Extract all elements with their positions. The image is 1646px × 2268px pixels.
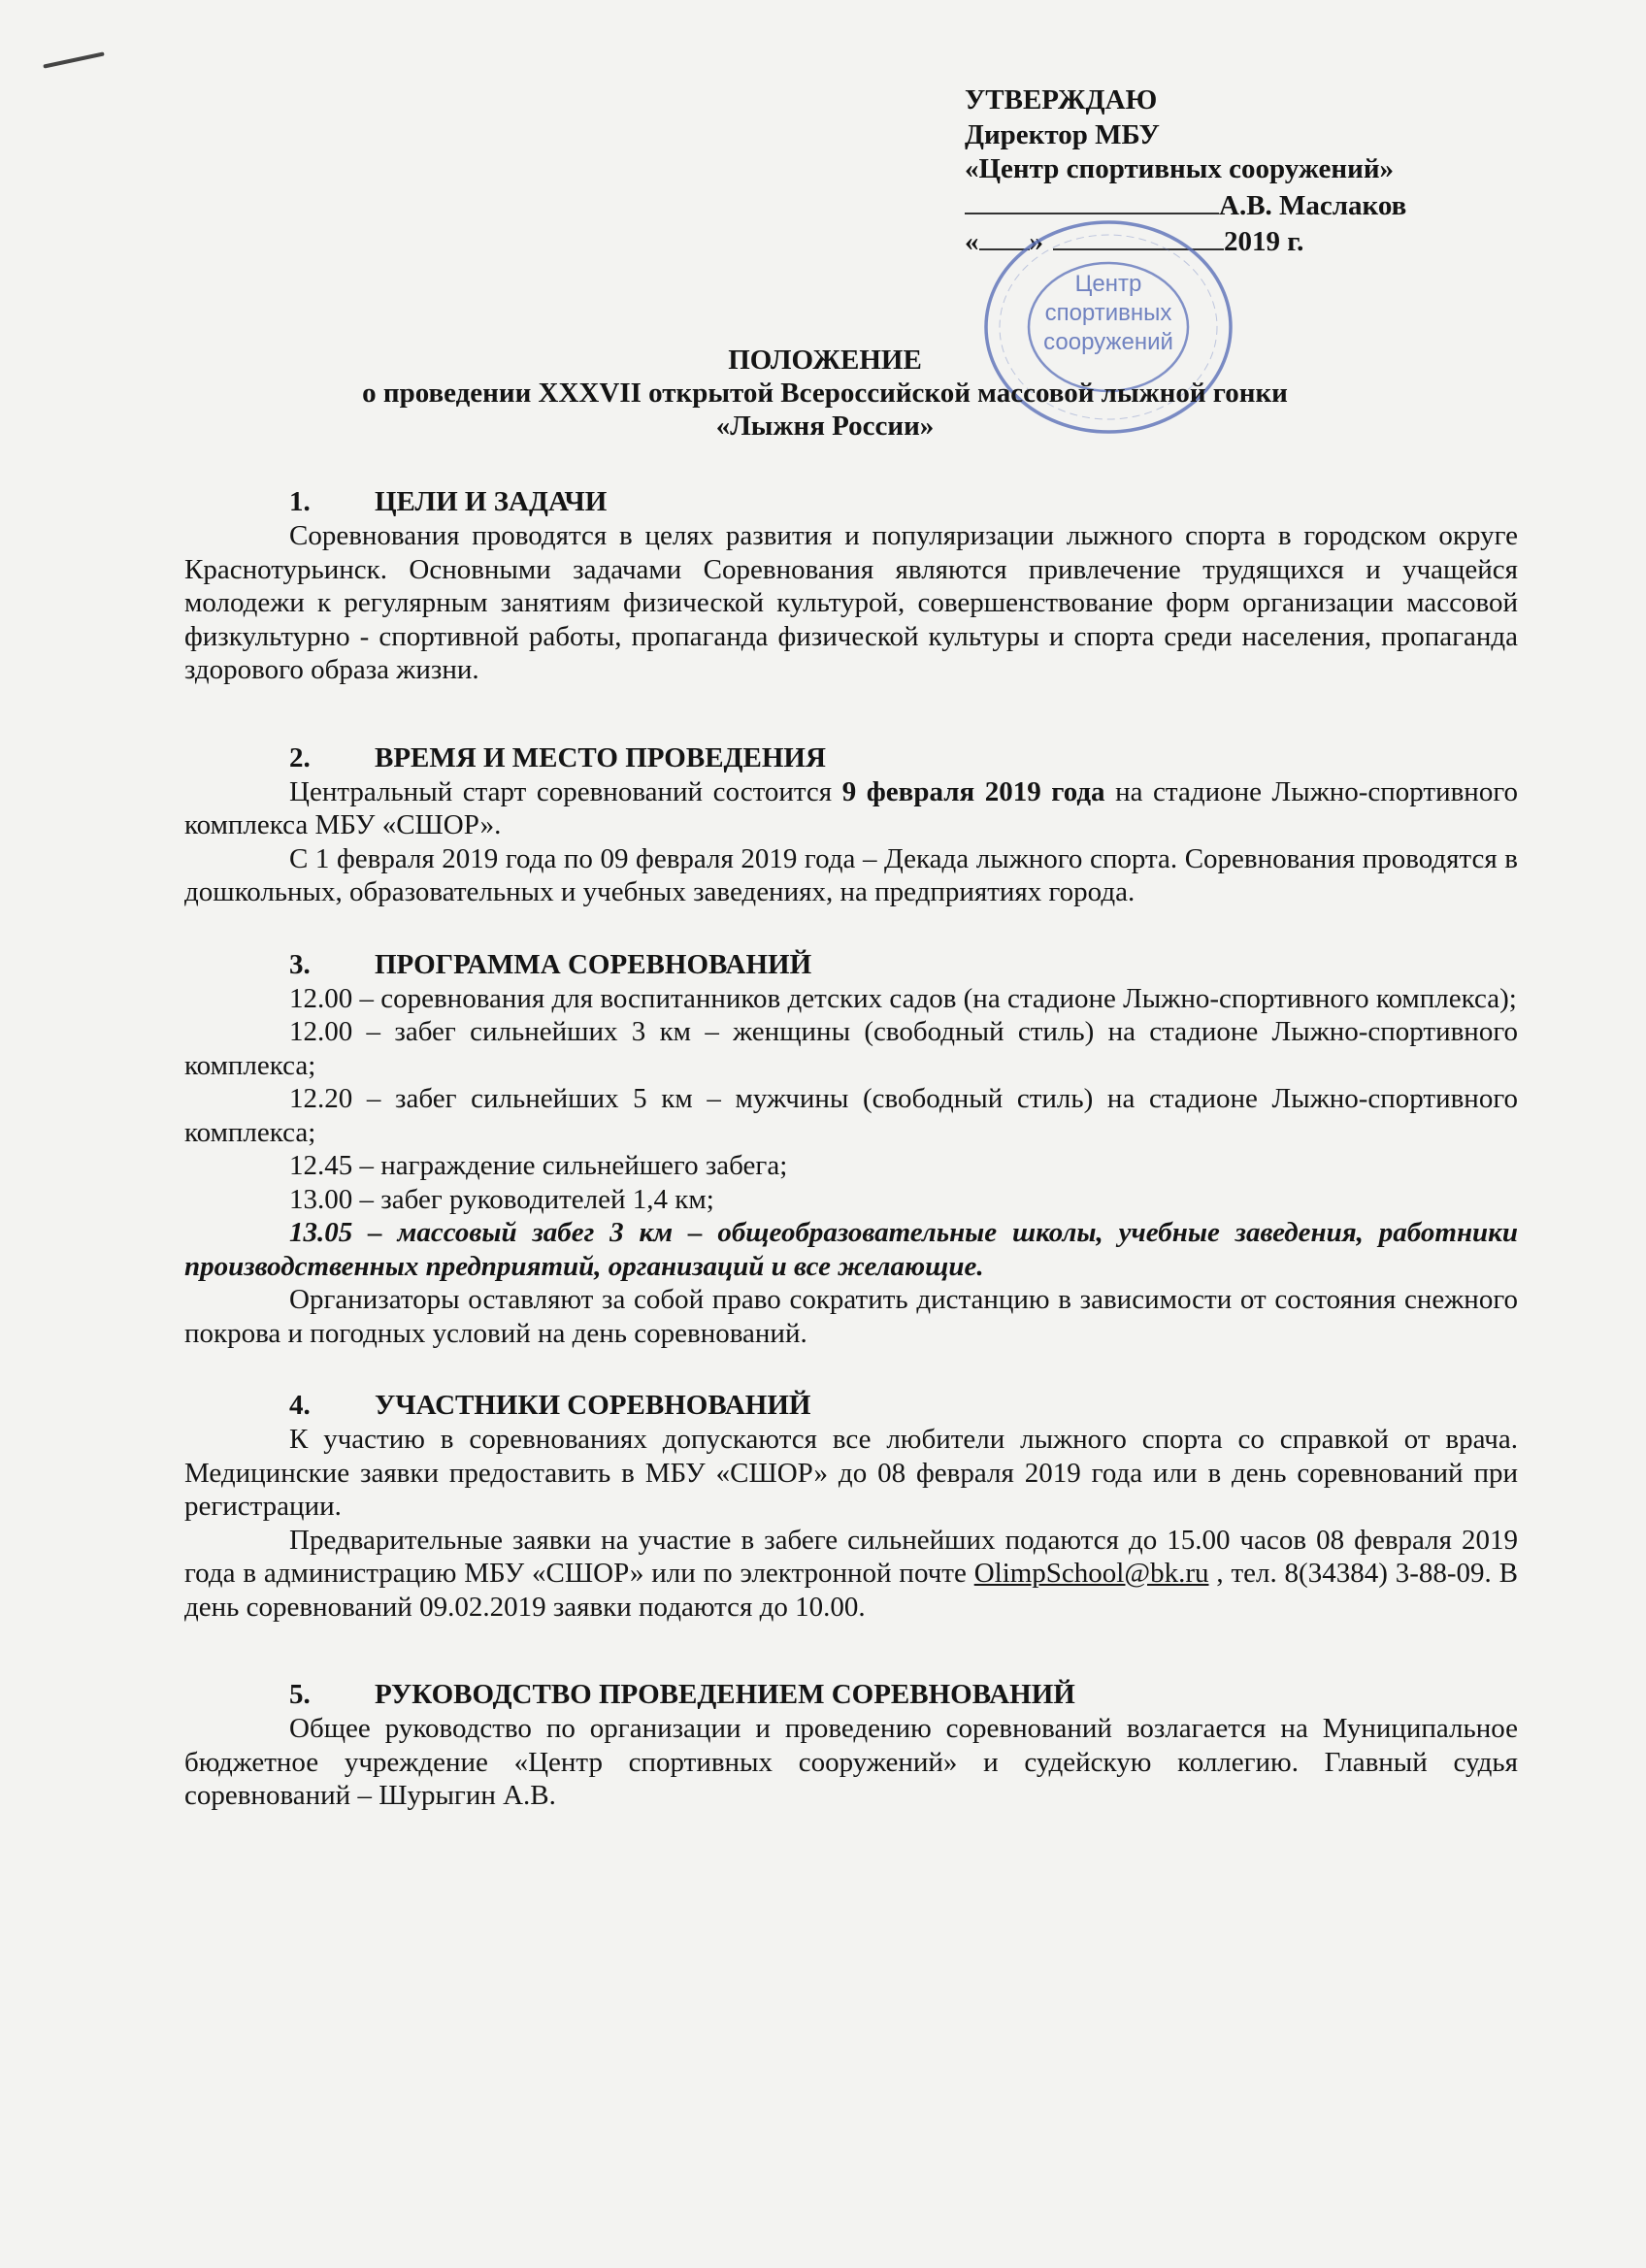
section-2-paragraph-1	[184, 775, 1518, 842]
organizers-note: Организаторы оставляют за собой право сократить дистанцию в зависимости от состояния снежного покрова и погодных условий на день соревнований.	[184, 1284, 1518, 1349]
section-title: ПРОГРАММА СОРЕВНОВАНИЙ	[375, 948, 812, 980]
title-event-name: «Лыжня России»	[715, 411, 935, 442]
section-number: 1.	[289, 486, 311, 517]
section-1-text: Соревнования проводятся в целях развития и популяризации лыжного спорта в городском округе Краснотурьинск. Основными задачами Соревнования являются привлечение трудящихся и учащейся молодежи к регулярным занятиям физической культурой, совершенствование форм организации массовой физкультурно - спортивной работы, пропаганда физической культуры и спорта среди населения, пропаганда здорового образа жизни.	[184, 520, 1518, 685]
approval-year: 2019 г.	[1224, 226, 1304, 257]
section-4-paragraph-2	[184, 1524, 1518, 1625]
section-1-heading	[184, 485, 1518, 519]
program-item: 12.45 – награждение сильнейшего забега;	[289, 1150, 788, 1181]
section-number: 2.	[289, 741, 311, 773]
section-title: ВРЕМЯ И МЕСТО ПРОВЕДЕНИЯ	[375, 741, 826, 773]
start-date: 9 февраля 2019 года	[841, 775, 1105, 807]
mass-start-item: 13.05 – массовый забег 3 км – общеобразовательные школы, учебные заведения, работники производственных предприятий, организаций и все желающие.	[184, 1217, 1518, 1282]
section-4-heading	[184, 1389, 1518, 1423]
program-item: 13.00 – забег руководителей 1,4 км;	[289, 1183, 714, 1215]
program-item: 12.00 – соревнования для воспитанников детских садов (на стадионе Лыжно-спортивного комплекса);	[289, 982, 1517, 1014]
stamp-center-line2: спортивных	[1044, 300, 1172, 326]
section-number: 4.	[289, 1390, 311, 1421]
date-close-quote: »	[1029, 226, 1043, 257]
section-5-heading	[184, 1678, 1518, 1712]
section-number: 5.	[289, 1679, 311, 1710]
section-title: УЧАСТНИКИ СОРЕВНОВАНИЙ	[375, 1390, 811, 1421]
stamp-center-line3: сооружений	[1043, 329, 1173, 355]
section-5-text: Общее руководство по организации и проведению соревнований возлагается на Муниципальное бюджетное учреждение «Центр спортивных сооружений» и судейскую коллегию. Главный судья соревнований – Шурыгин А.В.	[184, 1713, 1518, 1811]
program-item: 12.00 – забег сильнейших 3 км – женщины (свободный стиль) на стадионе Лыжно-спортивного комплекса;	[184, 1016, 1518, 1081]
section-number: 3.	[289, 948, 311, 980]
title-heading: ПОЛОЖЕНИЕ	[728, 345, 922, 376]
section-2-paragraph-2: С 1 февраля 2019 года по 09 февраля 2019 года – Декада лыжного спорта. Соревнования проводятся в дошкольных, образовательных и учебных заведениях, на предприятиях города.	[184, 842, 1518, 907]
program-item: 12.20 – забег сильнейших 5 км – мужчины (свободный стиль) на стадионе Лыжно-спортивного комплекса;	[184, 1083, 1518, 1148]
text-run: Предварительные заявки на участие в забеге сильнейших подаются до 15.00 часов 08 февраля 2019 года в администрацию МБУ «СШОР» или по электронной почте	[184, 1524, 1518, 1589]
section-title: РУКОВОДСТВО ПРОВЕДЕНИЕМ СОРЕВНОВАНИЙ	[375, 1679, 1075, 1710]
document-title	[194, 344, 1456, 443]
signature-blank	[965, 187, 1219, 214]
text-run: , тел. 8(34384) 3-88-09. В день соревнований 09.02.2019 заявки подаются до 10.00.	[184, 1558, 1518, 1623]
text-run: на стадионе Лыжно-спортивного комплекса МБУ «СШОР».	[184, 775, 1518, 840]
section-2-heading	[184, 741, 1518, 775]
title-subject: о проведении XXXVII открытой Всероссийской массовой лыжной гонки	[362, 378, 1288, 409]
text-run: Центральный старт соревнований состоится	[289, 775, 842, 807]
section-title: ЦЕЛИ И ЗАДАЧИ	[375, 486, 608, 517]
document-body	[184, 485, 1518, 1813]
date-open-quote: «	[965, 226, 979, 257]
email-link[interactable]: OlimpSchool@bk.ru	[973, 1558, 1209, 1589]
approval-title: УТВЕРЖДАЮ	[965, 84, 1158, 115]
signer-name: А.В. Маслаков	[1219, 189, 1407, 221]
section-4-paragraph-1: К участию в соревнованиях допускаются все любители лыжного спорта со справкой от врача. Медицинские заявки предоставить в МБУ «СШОР» до 08 февраля 2019 года или в день соревнований при регистрации.	[184, 1424, 1518, 1522]
approval-organization: «Центр спортивных сооружений»	[965, 153, 1395, 184]
stamp-center-line1: Центр	[1074, 271, 1142, 297]
scan-artifact	[43, 51, 104, 68]
section-3-heading	[184, 948, 1518, 982]
approval-position: Директор МБУ	[965, 118, 1160, 150]
